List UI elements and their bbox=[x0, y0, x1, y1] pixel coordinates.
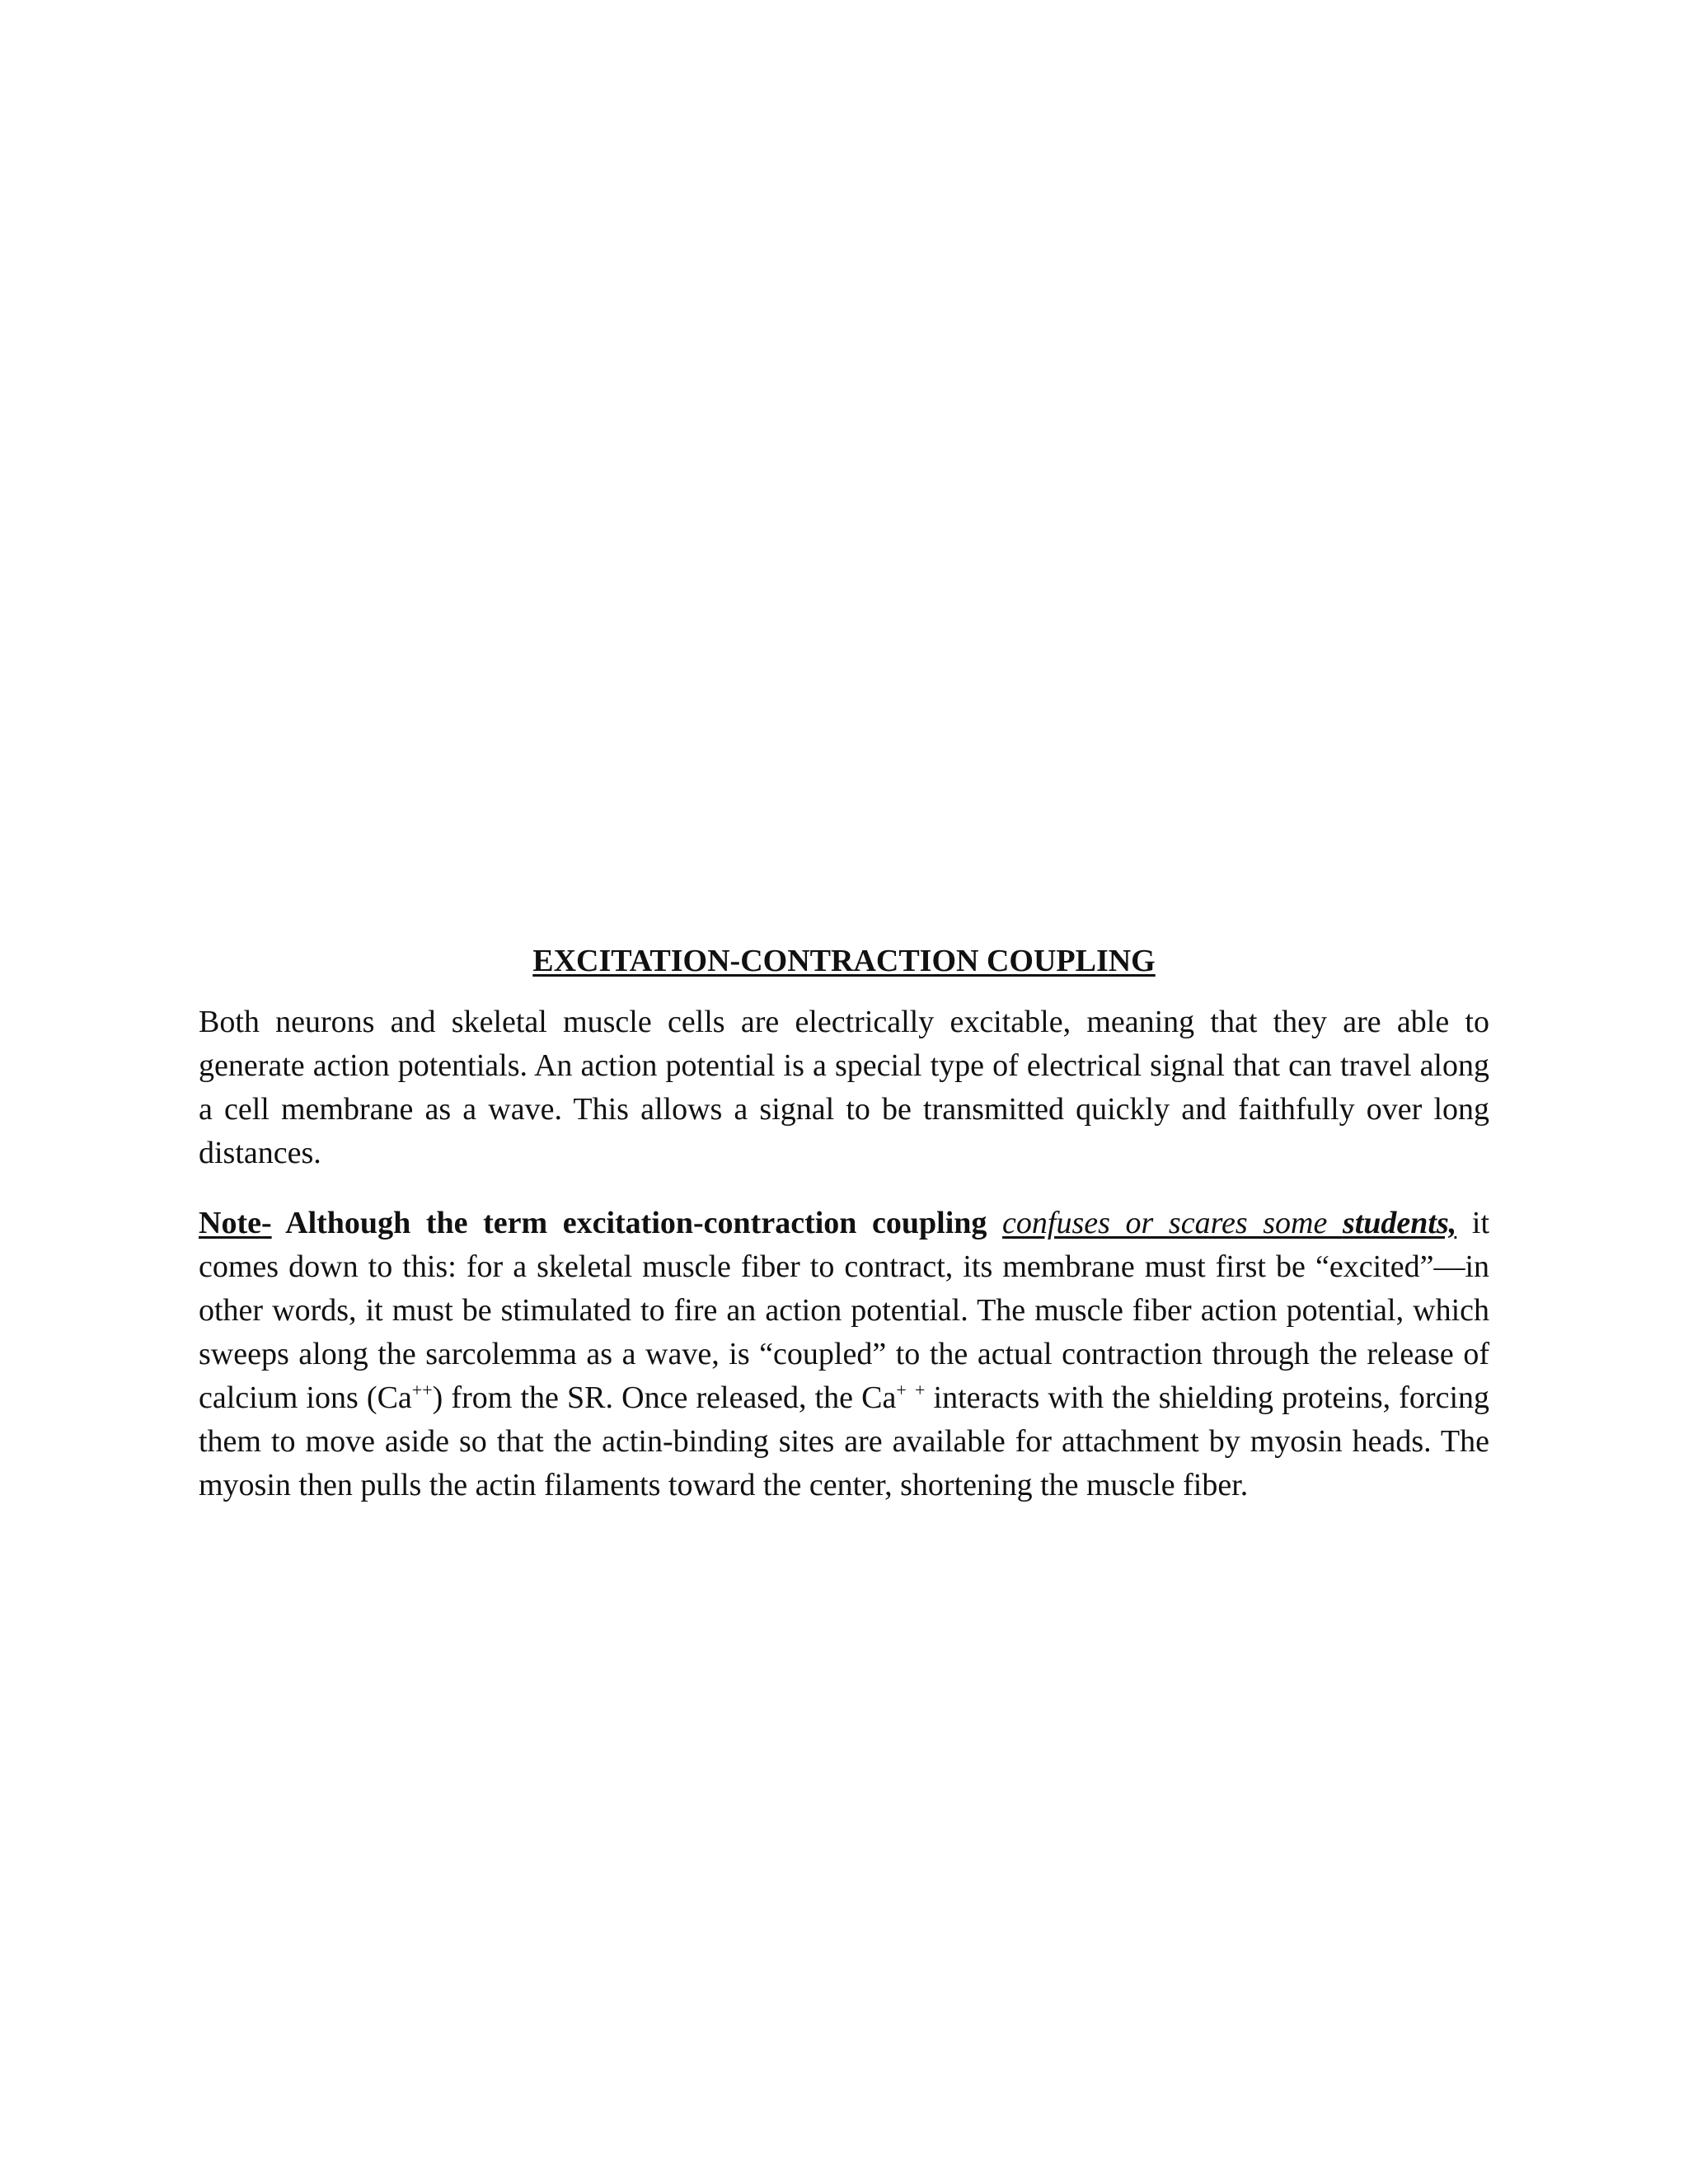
note-label: Note- bbox=[199, 1206, 272, 1240]
document-body bbox=[199, 940, 1489, 1534]
note-text-a: it comes down to this: for a skeletal muscle fiber to contract, its membrane must first be “excited”—in other words, it must be stimulated to fire an action potential. The muscle fiber action potential, which sweeps along the sarcolemma as a wave, is “coupled” to the actual contraction through the release of calcium ions (Ca bbox=[199, 1206, 1489, 1415]
note-text-b: ) from the SR. Once released, the Ca bbox=[432, 1380, 897, 1415]
note-emphasis bbox=[1002, 1206, 1456, 1240]
note-text-c: interacts with the shielding proteins, forcing them to move aside so that the actin-binding sites are available for attachment by myosin heads. The myosin then pulls the actin filaments toward the center, shortening the muscle fiber. bbox=[199, 1380, 1490, 1502]
intro-paragraph: Both neurons and skeletal muscle cells are electrically excitable, meaning that they are able to generate action potentials. An action potential is a special type of electrical signal that can travel along a cell membrane as a wave. This allows a signal to be transmitted quickly and faithfully over long distances. bbox=[199, 1005, 1489, 1170]
note-bold-italic-text: students, bbox=[1342, 1206, 1457, 1240]
calcium-charge-sup-1: ++ bbox=[411, 1380, 433, 1400]
note-italic-text: confuses or scares some bbox=[1002, 1206, 1343, 1240]
note-paragraph bbox=[199, 1202, 1489, 1507]
note-bold-lead: Although the term excitation-contraction coupling bbox=[271, 1206, 1003, 1240]
calcium-charge-sup-3: + bbox=[914, 1380, 926, 1400]
page-title: EXCITATION-CONTRACTION COUPLING bbox=[532, 944, 1156, 978]
calcium-charge-sup-2: + bbox=[896, 1380, 907, 1400]
